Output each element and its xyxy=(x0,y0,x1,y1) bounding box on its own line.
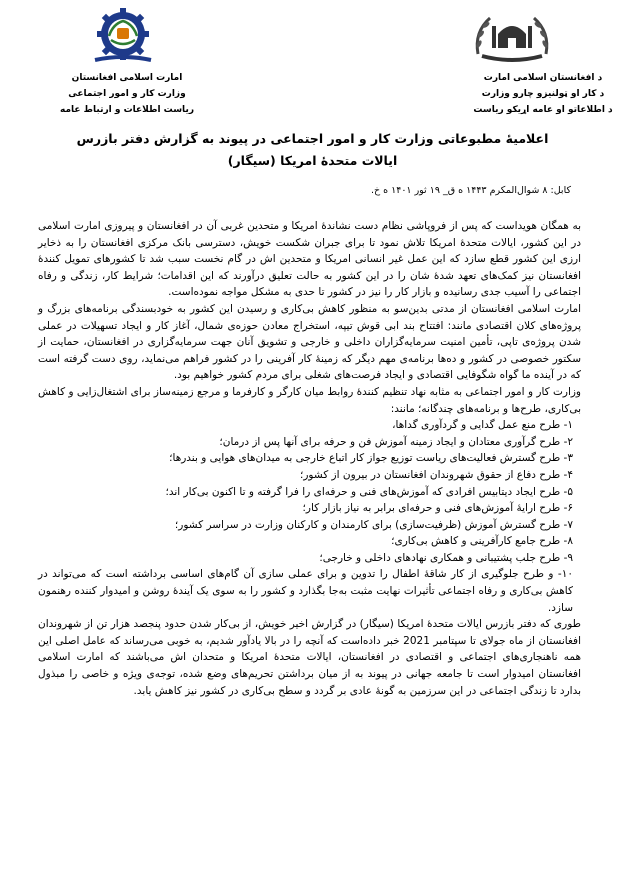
list-item: ۵- طرح ایجاد دیتابیس افرادی که آموزش‌های فنی و حرفه‌ای را فرا گرفته و تا اکنون بی‌کار اند؛ xyxy=(165,485,573,498)
ministry-header-dari xyxy=(52,70,202,118)
header-line: د کار او ټولنیزو چارو وزارت xyxy=(481,89,605,99)
document-body xyxy=(38,218,581,699)
emirate-emblem-icon xyxy=(468,4,556,68)
paragraph: وزارت کار و امور اجتماعی به مثابه نهاد تنظیم کنندهٔ روابط میان کارگر و کارفرما و مرجع زمینه‌ساز برای اشتغال‌زایی و کاهش بی‌کاری، طرح‌ها و برنامه‌های چندگانه؛ مانند: xyxy=(38,385,581,415)
list-item: ۷- طرح گسترش آموزش (ظرفیت‌سازی) برای کارمندان و کارکنان وزارت در سراسر کشور؛ xyxy=(174,518,573,531)
header-line: ریاست اطلاعات و ارتباط عامه xyxy=(59,105,194,115)
header-line: د اطلاعاتو او عامه اړیکو ریاست xyxy=(473,105,613,115)
ministry-emblem-icon xyxy=(87,6,159,66)
list-item: ۹- طرح جلب پشتیبانی و همکاری نهادهای داخلی و خارجی؛ xyxy=(319,551,573,564)
list-item: ۲- طرح گرآوری معتادان و ایجاد زمینه آموزش فن و حرفه برای آنها پس از درمان؛ xyxy=(219,435,573,448)
header-line: د افغانستان اسلامی امارت xyxy=(483,73,603,83)
list-item: ۱۰- و طرح جلوگیری از کار شاقهٔ اطفال را تدوین و برای عملی سازی آن گام‌های اساسی برداشته است که می‌تواند در کاهش بی‌کاری و رفاه اجتماعی تأثیرات نهایت مثبت به‌جا بگذارد و کشور را به سوی یک آیندهٔ روشن و امیدوار کننده رهنمون سازد. xyxy=(38,568,573,614)
list-item: ۳- طرح گسترش فعالیت‌های ریاست توزیع جواز کار اتباع خارجی به میدان‌های هوایی و بندرها؛ xyxy=(169,452,573,465)
list-item: ۸- طرح جامع کارآفرینی و کاهش بی‌کاری؛ xyxy=(391,535,573,548)
list-item: ۴- طرح دفاع از حقوق شهروندان افغانستان در بیرون از کشور؛ xyxy=(300,468,573,481)
plans-list xyxy=(38,417,581,616)
list-item: ۱- طرح منع عمل گدایی و گردآوری گداها، xyxy=(392,419,573,432)
paragraph: به همگان هویداست که پس از فروپاشی نظام دست نشاندهٔ امریکا و متحدین غربی آن در افغانستان و پیروزی امارت اسلامی در این کشور، ایالات متحدهٔ امریکا تلاش نمود تا برای جبران شکست خویش، دسترسی بانک مرکزی افغانستان را به ذخایر ارزی این کشور قطع سازد که این عمل غیر انسانی امریکا و متحدین اش در گام نخست سبب شد تا کشورهای تمویل کنندهٔ افغانستان نیز کمک‌های تعهد شدهٔ شان را در این کشور به حالت تعلیق درآورند که این اقدامات؛ شرایط کار، زندگی و رفاه اجتماعی را آسیب جدی رسانیده و بازار کار را نیز در کشور تا حدی به مشکل مواجه نموده‌است. xyxy=(38,220,581,299)
header-line: امارت اسلامی افغانستان xyxy=(71,73,183,83)
document-title: اعلامیهٔ مطبوعاتی وزارت کار و امور اجتماعی در پیوند به گزارش دفتر بازرس ایالات متحدهٔ امریکا (سیگار) xyxy=(76,131,549,168)
header-line: وزارت کار و امور اجتماعی xyxy=(68,89,186,99)
paragraph: امارت اسلامی افغانستان از مدتی بدین‌سو به منظور کاهش بی‌کاری و رسیدن این کشور به خودبسندگی برنامه‌های بزرگ و پروژه‌های کلان اقتصادی مانند: افتتاح بند ابی قوش تیپه، استخراج معادن حوزه‌ی شمال، آغاز کار و ایجاد تسهیلات در عملی شدن پروژه‌ی تاپی، تأمین امنیت سرمایه‌گزاران داخلی و خارجی و تشویق آنان جهت سرمایه‌گزاری در افغانستان، حمایت از سکتور خصوصی در کشور و ده‌ها برنامه‌ی مهم دیگر که زمینهٔ کار آفرینی را در کشور فراهم می‌نماید، روی دست گرفته است که در آینده ما گواه شگوفایی اقتصادی و ایجاد فرصت‌های شغلی برای مردم کشور خواهیم بود. xyxy=(38,302,581,382)
list-item: ۶- طرح ارایهٔ آموزش‌های فنی و حرفه‌ای برابر به نیاز بازار کار؛ xyxy=(302,502,573,515)
dateline: کابل: ۸ شوال‌المکرم ۱۴۴۳ ه ق_ ۱۹ ثور ۱۴۰۱ ه خ. xyxy=(370,185,571,196)
ministry-header-pashto xyxy=(468,70,618,118)
paragraph: طوری که دفتر بازرس ایالات متحدهٔ امریکا (سیگار) در گزارش اخیر خویش، از بی‌کار شدن حدود پنجصد هزار تن از شهروندان افغانستان از ماه جولای تا سپتامبر 2021 خبر داده‌است که آنچه را در بالا یادآور شدیم، به خوبی می‌رساند که عامل اصلی این همه ناهنجاری‌های اجتماعی و اقتصادی در افغانستان، ایالات متحدهٔ امریکا و متحدان اش می‌باشند که امارت اسلامی افغانستان امیدوار است تا جامعه جهانی در پیوند به از میان برداشتن تحریم‌های وضع شده، توجه‌ی ویژه و خاصی را مبذول بدارد تا زندگی اجتماعی در این سرزمین به گونهٔ عادی بر گردد و سطح بی‌کاری در کشور نیز کاهش یابد. xyxy=(38,618,581,697)
